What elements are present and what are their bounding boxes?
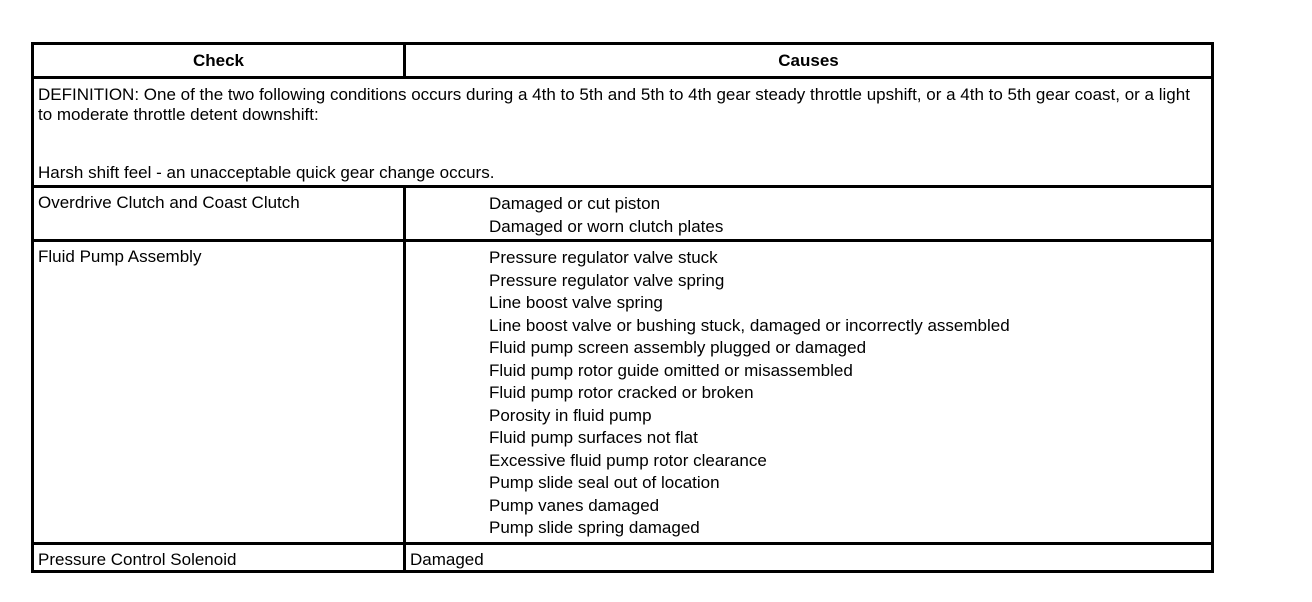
cause-list: [489, 193, 723, 238]
check-label: Pressure Control Solenoid: [38, 550, 237, 569]
definition-row: [34, 76, 1211, 185]
header-causes: Causes: [778, 51, 839, 70]
cause-item: Line boost valve or bushing stuck, damaged or incorrectly assembled: [489, 315, 1010, 335]
check-cell: [34, 188, 406, 239]
table-row: [34, 239, 1211, 542]
check-label: Overdrive Clutch and Coast Clutch: [38, 193, 300, 212]
cause-item: Pump slide spring damaged: [489, 518, 700, 537]
cause-item: Fluid pump screen assembly plugged or damaged: [489, 338, 867, 357]
table-row: [34, 542, 1211, 573]
cause-item: Damaged or cut piston: [489, 194, 661, 213]
cause-item: Pressure regulator valve stuck: [489, 248, 718, 267]
cause-item: Porosity in fluid pump: [489, 405, 652, 425]
table-row: [34, 185, 1211, 239]
cause-item: Fluid pump rotor guide omitted or misassembled: [489, 360, 853, 380]
definition-text: DEFINITION: One of the two following conditions occurs during a 4th to 5th and 5th to 4th gear steady throttle upshift, or a 4th to 5th gear coast, or a light to moderate throttle detent downshift:: [38, 85, 1190, 124]
cause-item: Pump vanes damaged: [489, 495, 660, 515]
causes-cell: [406, 242, 1211, 542]
table-header-row: [34, 45, 1211, 76]
cause-list: [489, 247, 1010, 540]
causes-cell: [406, 545, 1211, 573]
header-check: Check: [34, 45, 406, 76]
cause-item: Excessive fluid pump rotor clearance: [489, 450, 767, 470]
cause-item: Damaged: [410, 550, 484, 569]
cause-item: Damaged or worn clutch plates: [489, 216, 724, 236]
symptom-text: Harsh shift feel - an unacceptable quick gear change occurs.: [38, 163, 495, 182]
cause-item: Fluid pump rotor cracked or broken: [489, 383, 754, 402]
check-label: Fluid Pump Assembly: [38, 247, 202, 266]
check-cell: [34, 545, 406, 573]
check-cell: [34, 242, 406, 542]
cause-item: Line boost valve spring: [489, 293, 663, 312]
causes-cell: [406, 188, 1211, 239]
cause-item: Fluid pump surfaces not flat: [489, 428, 698, 447]
cause-item: Pump slide seal out of location: [489, 473, 720, 492]
diagnostic-table: [31, 42, 1214, 573]
cause-item: Pressure regulator valve spring: [489, 270, 725, 290]
